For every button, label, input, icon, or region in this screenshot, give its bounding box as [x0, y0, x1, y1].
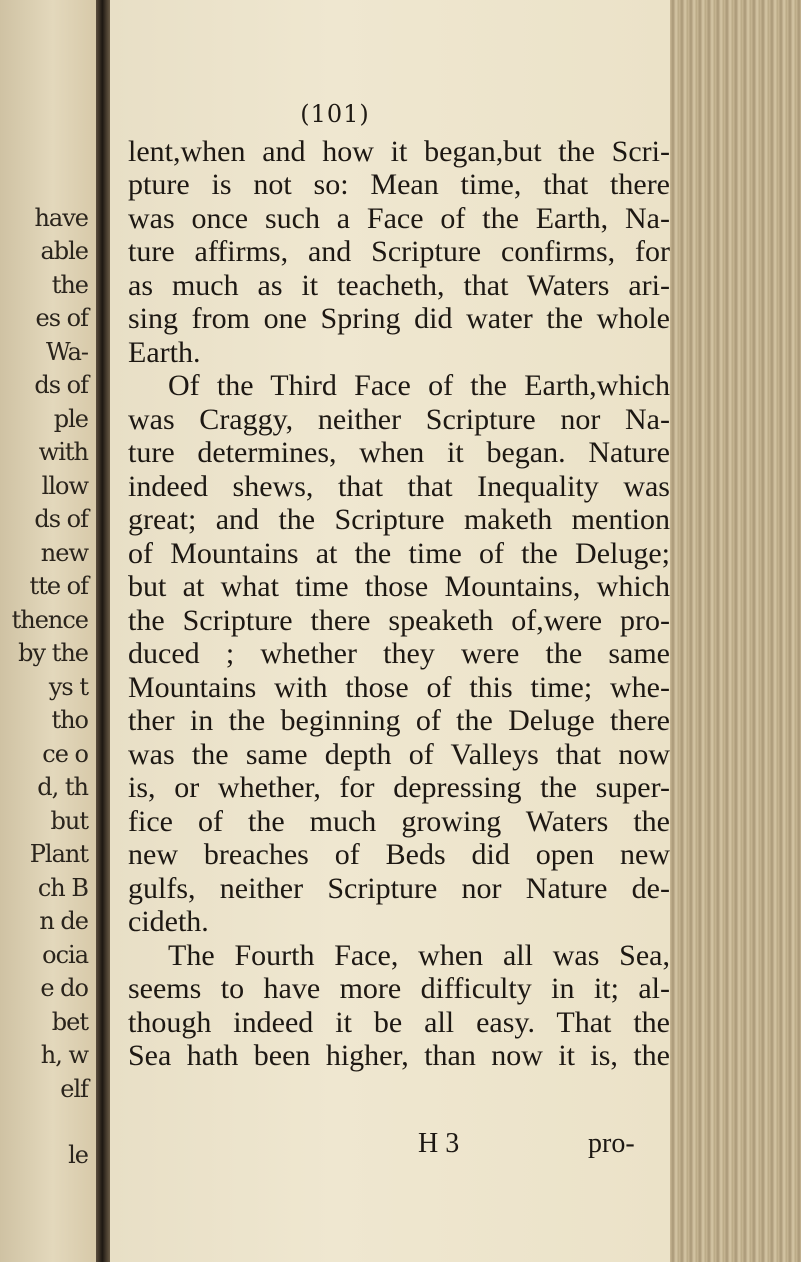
facing-page-fragment: the [51, 271, 88, 299]
text-line: though indeed it be all easy. That the [128, 1006, 670, 1039]
text-line: sing from one Spring did water the whole [128, 302, 670, 335]
facing-page-fragment: Wa- [46, 338, 88, 366]
text-line: indeed shews, that that Inequality was [128, 470, 670, 503]
text-line: gulfs, neither Scripture nor Nature de- [128, 872, 670, 905]
book-gutter [96, 0, 110, 1262]
facing-page-fragment: with [38, 438, 88, 466]
facing-page-fragment: d, th [37, 773, 88, 801]
facing-page-fragment: ys t [48, 673, 88, 701]
facing-page-fragment: bet [51, 1008, 88, 1036]
text-line: great; and the Scripture maketh mention [128, 503, 670, 536]
signature-mark: H 3 [418, 1128, 460, 1159]
facing-page-fragment: tho [51, 706, 88, 734]
facing-page-fragment: Plant [29, 840, 88, 868]
text-line: is, or whether, for depressing the super- [128, 771, 670, 804]
facing-page-fragment: le [68, 1141, 88, 1169]
facing-page-fragment: llow [41, 472, 88, 500]
text-line: Mountains with those of this time; whe- [128, 671, 670, 704]
text-line: new breaches of Beds did open new [128, 838, 670, 871]
catchword: pro- [588, 1128, 635, 1159]
text-line: lent,when and how it began,but the Scri- [128, 135, 670, 168]
facing-page-edge [0, 0, 96, 1262]
text-line: cideth. [128, 905, 209, 938]
paragraph-start: Of the Third Face of the Earth,which [168, 369, 670, 402]
facing-page-fragment: have [34, 204, 88, 232]
facing-page-fragment: ds of [34, 505, 88, 533]
text-line: of Mountains at the time of the Deluge; [128, 537, 670, 570]
facing-page-fragment: h, w [40, 1041, 88, 1069]
book-page [110, 0, 670, 1262]
text-line: was Craggy, neither Scripture nor Na- [128, 403, 670, 436]
facing-page-fragment: ch B [37, 874, 88, 902]
page-number: (101) [300, 100, 370, 128]
page-block-edge [670, 0, 801, 1262]
facing-page-fragment: elf [60, 1075, 88, 1103]
text-line: seems to have more difficulty in it; al- [128, 972, 670, 1005]
facing-page-fragment: ce o [42, 740, 88, 768]
text-line: Earth. [128, 336, 201, 369]
facing-page-fragment: by the [18, 639, 88, 667]
text-line: was the same depth of Valleys that now [128, 738, 670, 771]
facing-page-fragment: tte of [29, 572, 88, 600]
facing-page-fragment: new [40, 539, 88, 567]
facing-page-fragment: n de [39, 907, 88, 935]
text-line: ture determines, when it began. Nature [128, 436, 670, 469]
facing-page-fragment: e do [40, 974, 88, 1002]
paragraph-start: The Fourth Face, when all was Sea, [168, 939, 670, 972]
facing-page-fragment: es of [35, 304, 88, 332]
facing-page-fragment: ds of [34, 371, 88, 399]
facing-page-fragment: able [40, 237, 88, 265]
text-line: but at what time those Mountains, which [128, 570, 670, 603]
text-line: fice of the much growing Waters the [128, 805, 670, 838]
text-line: was once such a Face of the Earth, Na- [128, 202, 670, 235]
facing-page-fragment: ple [53, 405, 88, 433]
text-line: the Scripture there speaketh of,were pro- [128, 604, 670, 637]
text-line: ther in the beginning of the Deluge there [128, 704, 670, 737]
text-line: ture affirms, and Scripture confirms, for [128, 235, 670, 268]
text-line: pture is not so: Mean time, that there [128, 168, 670, 201]
text-line: as much as it teacheth, that Waters ari- [128, 269, 670, 302]
facing-page-fragment: ocia [42, 941, 88, 969]
facing-page-fragment: but [50, 807, 88, 835]
text-line: duced ; whether they were the same [128, 637, 670, 670]
facing-page-fragment: thence [11, 606, 88, 634]
text-line: Sea hath been higher, than now it is, the [128, 1039, 670, 1072]
